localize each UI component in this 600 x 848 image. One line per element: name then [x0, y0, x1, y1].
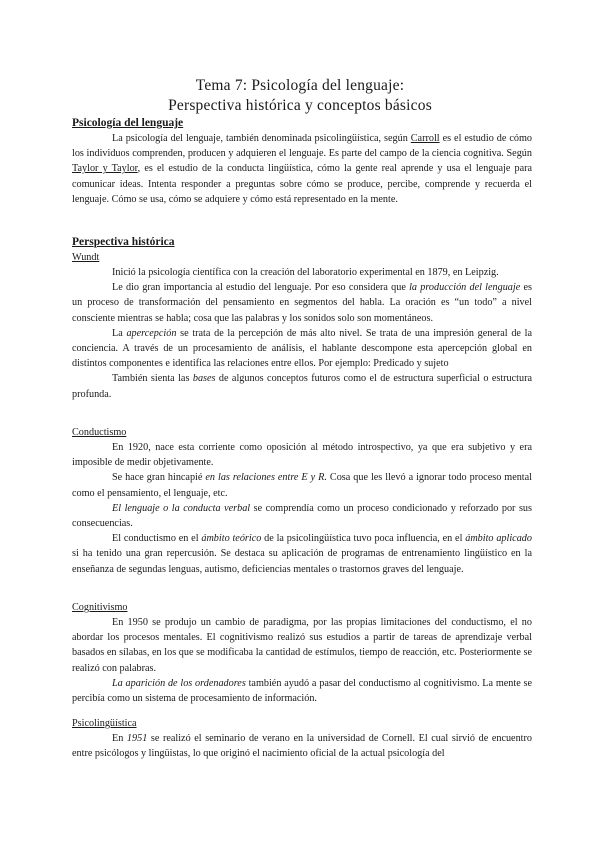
paragraph-definition [72, 131, 532, 207]
italic-run: 1951 [126, 733, 148, 744]
paragraph-cognitivismo-2 [72, 676, 532, 706]
section-psicologia-lenguaje [72, 116, 532, 207]
section-cognitivismo [72, 600, 532, 706]
paragraph-conductismo-1: En 1920, nace esta corriente como oposición al método introspectivo, ya que era subjetivo y era imposible de medir objetivamente. [72, 442, 532, 469]
text-run: También sienta las [112, 373, 193, 385]
section-conductismo [72, 425, 532, 577]
paragraph-psicolinguistica-1 [72, 731, 532, 761]
italic-run: La aparición de los ordenadores [112, 677, 246, 689]
text-run: La [112, 327, 127, 339]
text-run: también ayudó a pasar del conductismo al cognitivismo. La mente se percibía como un sistema de procesamiento de información. [72, 677, 533, 705]
text-run: Le dio gran importancia al estudio del lenguaje. Por eso considera que [112, 282, 410, 294]
text-run: se realizó el seminario de verano en la universidad de Cornell. El cual sirvió de encuentro entre psicólogos y lingüistas, lo que originó el nacimiento oficial de la actual psicología del [72, 733, 532, 760]
text-run: se trata de la percepción de más alto nivel. Se trata de una impresión general de la conciencia. A través de un procesamiento de análisis, el hablante descompone esta apercepción global en distintos componentes e identifica las relaciones entre ellos. Por ejemplo: Predicado y sujeto [72, 327, 532, 370]
italic-run: bases [192, 373, 216, 385]
heading-perspectiva-historica: Perspectiva histórica [72, 236, 175, 248]
italic-run: ámbito aplicado [465, 533, 532, 545]
paragraph-conductismo-4 [72, 531, 532, 577]
section-psicolinguistica [72, 716, 532, 761]
text-run: En [112, 733, 127, 744]
paragraph-wundt-2 [72, 280, 532, 326]
subheading-psicolinguistica: Psicolingüística [72, 718, 137, 729]
text-run: El conductismo en el [112, 533, 202, 545]
page-title-line-1: Tema 7: Psicología del lenguaje: [195, 77, 405, 94]
text-run: es el estudio de cómo los individuos comprenden, producen y adquieren el lenguaje. Es parte del campo de la ciencia cognitiva. Según [72, 133, 533, 160]
subheading-cognitivismo: Cognitivismo [72, 602, 128, 613]
text-run: si ha tenido una gran repercusión. Se destaca su aplicación de programas de entrenamiento lingüístico en la enseñanza de segundas lenguas, autismo, deficiencias mentales o trastornos graves del lenguaje. [72, 548, 532, 575]
italic-run: la producción del lenguaje [409, 282, 521, 294]
paragraph-wundt-3 [72, 326, 532, 372]
paragraph-wundt-1: Inició la psicología científica con la creación del laboratorio experimental en 1879, en Leipzig. [112, 267, 499, 278]
page-title-line-2: Perspectiva histórica y conceptos básicos [168, 97, 432, 114]
text-run: de algunos conceptos futuros como el de estructura superficial o estructura profunda. [72, 373, 533, 400]
author-carroll: Carroll [410, 133, 440, 144]
text-run: es un proceso de transformación del pensamiento en segmentos del habla. La oración es “un todo” a nivel consciente mientras se habla; cosa que las palabras y los sonidos solo son momentáneos. [72, 282, 532, 324]
paragraph-conductismo-2 [72, 470, 532, 500]
author-taylor: Taylor y Taylor [72, 163, 138, 175]
italic-run: ámbito teórico [201, 533, 262, 545]
text-run: Se hace gran hincapié [112, 472, 206, 484]
text-run: La psicología del lenguaje, también denominada psicolingüística, según [112, 133, 411, 144]
heading-psicologia-lenguaje: Psicología del lenguaje [72, 117, 184, 129]
paragraph-conductismo-3 [72, 501, 532, 531]
italic-run: en las relaciones entre E y R. [205, 472, 327, 484]
italic-run: El lenguaje o la conducta verbal [112, 502, 251, 514]
section-perspectiva-historica [72, 235, 532, 402]
text-run: , es el estudio de la conducta lingüística, cómo la gente real aprende y usa el lenguaje para comunicar ideas. Intenta responder a preguntas sobre cómo se produce, percibe, comprende y recuerda el lenguaje. Cómo se usa, cómo se adquiere y cómo está representado en la mente. [72, 163, 533, 205]
subheading-wundt: Wundt [72, 252, 100, 263]
text-run: se comprendía como un proceso condicionado y reforzado por sus consecuencias. [72, 502, 532, 530]
text-run: de la psicolingüística tuvo poca influencia, en el [261, 533, 466, 545]
text-run: Cosa que les llevó a ignorar todo proceso mental como el pensamiento, el lenguaje, etc. [72, 472, 532, 499]
subheading-conductismo: Conductismo [72, 427, 127, 438]
paragraph-cognitivismo-1: En 1950 se produjo un cambio de paradigma, por las propias limitaciones del conductismo, el no abordar los procesos mentales. El cognitivismo realizó sus estudios a partir de tareas de aprendizaje verbal basados en sílabas, en los que se modificaba la cantidad de estímulos, tiempo de reacción, etc. Posteriormente se realizó con palabras. [72, 617, 532, 674]
italic-run: apercepción [126, 327, 177, 339]
paragraph-wundt-4 [72, 371, 532, 401]
